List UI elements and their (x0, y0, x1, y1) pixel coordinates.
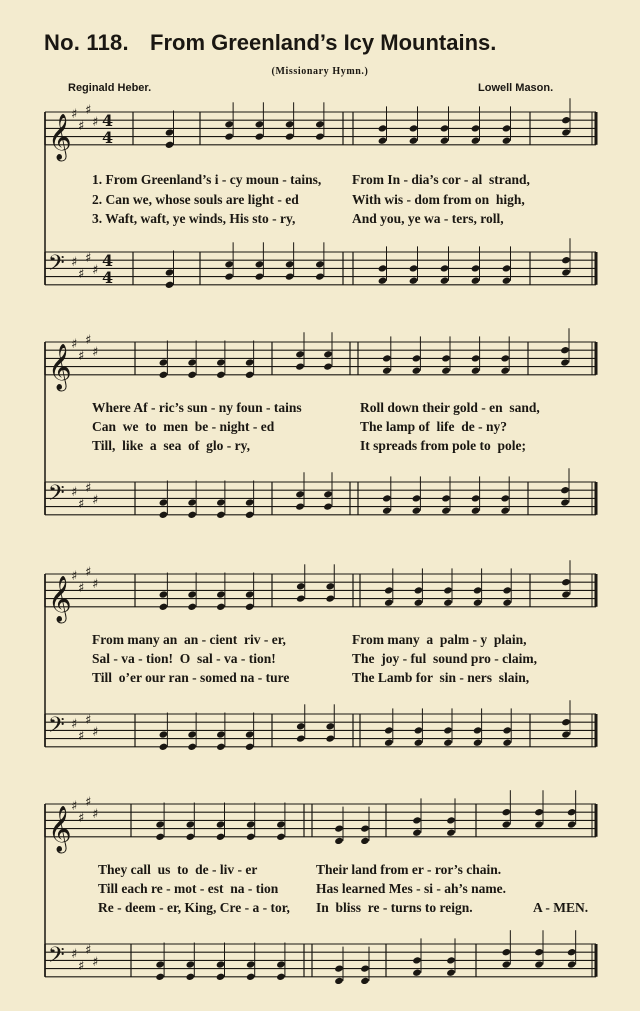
note-head (159, 371, 169, 379)
note-head (323, 350, 333, 358)
time-signature: 4 (102, 251, 114, 270)
verse-line: Till each re - mot - est na - tion Has learned Mes - si - ah’s name. (98, 881, 506, 896)
note-head (560, 358, 570, 366)
note-head (471, 354, 481, 362)
note-head (245, 371, 255, 379)
note-head (382, 354, 392, 362)
note-head (296, 582, 306, 590)
note-head (187, 498, 197, 506)
bass-clef-icon: 𝄢 (48, 481, 65, 511)
note-head (412, 956, 422, 964)
note-head (155, 820, 165, 828)
note-head (360, 977, 370, 985)
sharp-icon: ♯ (71, 337, 78, 352)
note-head (382, 367, 392, 375)
hymn-number: No. 118. (44, 30, 129, 55)
note-head (159, 498, 169, 506)
note-head (159, 590, 169, 598)
note-head (502, 726, 512, 734)
note-head (216, 498, 226, 506)
note-head (334, 964, 344, 972)
note-head (159, 743, 169, 751)
note-head (187, 730, 197, 738)
note-head (255, 272, 265, 280)
sharp-icon: ♯ (78, 119, 85, 134)
note-head (315, 260, 325, 268)
note-head (187, 743, 197, 751)
note-head (441, 354, 451, 362)
note-head (245, 730, 255, 738)
note-head (216, 960, 226, 968)
note-head (165, 141, 175, 149)
note-head (285, 132, 295, 140)
note-head (567, 948, 577, 956)
author-credit: Reginald Heber. (68, 82, 152, 94)
note-head (561, 116, 571, 124)
note-head (502, 739, 512, 747)
note-head (315, 120, 325, 128)
sharp-icon: ♯ (78, 729, 85, 744)
note-head (440, 277, 450, 285)
note-head (295, 490, 305, 498)
verse-line: Where Af - ric’s sun - ny foun - tains Roll down their gold - en sand, (92, 400, 540, 415)
note-head (409, 137, 419, 145)
note-head (360, 964, 370, 972)
verse-line: 3. Waft, waft, ye winds, His sto - ry, And you, ye wa - ters, roll, (92, 211, 504, 226)
note-head (216, 603, 226, 611)
note-head (255, 132, 265, 140)
note-head (325, 734, 335, 742)
sharp-icon: ♯ (71, 717, 78, 732)
note-head (155, 960, 165, 968)
note-head (443, 586, 453, 594)
sharp-icon: ♯ (71, 799, 78, 814)
note-head (560, 346, 570, 354)
note-head (412, 367, 422, 375)
note-head (502, 586, 512, 594)
note-head (534, 948, 544, 956)
note-head (224, 120, 234, 128)
note-head (502, 137, 512, 145)
note-head (471, 507, 481, 515)
time-signature: 4 (102, 268, 114, 287)
sharp-icon: ♯ (71, 569, 78, 584)
note-head (567, 960, 577, 968)
note-head (382, 507, 392, 515)
note-head (216, 730, 226, 738)
note-head (334, 837, 344, 845)
note-head (325, 594, 335, 602)
note-head (473, 599, 483, 607)
sharp-icon: ♯ (85, 251, 92, 266)
note-head (295, 350, 305, 358)
note-head (186, 973, 196, 981)
note-head (414, 599, 424, 607)
note-head (384, 586, 394, 594)
note-head (384, 726, 394, 734)
note-head (560, 486, 570, 494)
note-head (414, 739, 424, 747)
note-head (412, 829, 422, 837)
sharp-icon: ♯ (92, 493, 99, 508)
sharp-icon: ♯ (71, 107, 78, 122)
note-head (446, 969, 456, 977)
note-head (255, 120, 265, 128)
treble-clef-icon: 𝄞 (48, 805, 72, 852)
note-head (315, 132, 325, 140)
note-head (446, 956, 456, 964)
note-head (360, 824, 370, 832)
note-head (325, 582, 335, 590)
hymn-title: From Greenland’s Icy Mountains. (150, 30, 497, 55)
sharp-icon: ♯ (78, 267, 85, 282)
sharp-icon: ♯ (78, 497, 85, 512)
note-head (560, 498, 570, 506)
note-head (443, 726, 453, 734)
note-head (414, 726, 424, 734)
note-head (409, 124, 419, 132)
sharp-icon: ♯ (71, 255, 78, 270)
sharp-icon: ♯ (78, 959, 85, 974)
note-head (295, 502, 305, 510)
note-head (473, 726, 483, 734)
note-head (216, 743, 226, 751)
note-head (276, 820, 286, 828)
note-head (412, 354, 422, 362)
time-signature: 4 (102, 128, 114, 147)
sharp-icon: ♯ (92, 955, 99, 970)
sharp-icon: ♯ (92, 725, 99, 740)
note-head (325, 722, 335, 730)
note-head (471, 367, 481, 375)
note-head (296, 734, 306, 742)
note-head (245, 358, 255, 366)
note-head (471, 124, 481, 132)
note-head (245, 511, 255, 519)
note-head (561, 718, 571, 726)
composer-credit: Lowell Mason. (478, 82, 554, 94)
sharp-icon: ♯ (85, 103, 92, 118)
sharp-icon: ♯ (71, 485, 78, 500)
sharp-icon: ♯ (85, 795, 92, 810)
verse-line: Can we to men be - night - ed The lamp of life de - ny? (92, 419, 507, 434)
note-head (440, 137, 450, 145)
note-head (245, 603, 255, 611)
sharp-icon: ♯ (85, 713, 92, 728)
note-head (440, 124, 450, 132)
note-head (246, 960, 256, 968)
note-head (561, 128, 571, 136)
note-head (409, 264, 419, 272)
sharp-icon: ♯ (85, 943, 92, 958)
note-head (409, 277, 419, 285)
note-head (502, 277, 512, 285)
note-head (441, 367, 451, 375)
note-head (187, 511, 197, 519)
note-head (224, 272, 234, 280)
note-head (276, 960, 286, 968)
note-head (561, 256, 571, 264)
note-head (502, 264, 512, 272)
note-head (216, 833, 226, 841)
bass-clef-icon: 𝄢 (48, 943, 65, 973)
note-head (378, 264, 388, 272)
note-head (534, 960, 544, 968)
note-head (245, 743, 255, 751)
sharp-icon: ♯ (92, 263, 99, 278)
note-head (216, 590, 226, 598)
note-head (471, 137, 481, 145)
sharp-icon: ♯ (92, 115, 99, 130)
note-head (186, 960, 196, 968)
note-head (378, 124, 388, 132)
sharp-icon: ♯ (85, 333, 92, 348)
note-head (446, 829, 456, 837)
note-head (165, 268, 175, 276)
note-head (384, 739, 394, 747)
treble-clef-icon: 𝄞 (48, 113, 72, 160)
verse-line: Sal - va - tion! O sal - va - tion! The joy - ful sound pro - claim, (92, 651, 538, 666)
note-head (412, 507, 422, 515)
note-head (216, 371, 226, 379)
note-head (246, 833, 256, 841)
sharp-icon: ♯ (92, 807, 99, 822)
note-head (473, 586, 483, 594)
note-head (285, 272, 295, 280)
note-head (500, 494, 510, 502)
note-head (502, 124, 512, 132)
note-head (446, 816, 456, 824)
note-head (165, 128, 175, 136)
sharp-icon: ♯ (78, 811, 85, 826)
note-head (360, 837, 370, 845)
note-head (534, 808, 544, 816)
note-head (224, 260, 234, 268)
note-head (187, 603, 197, 611)
note-head (378, 277, 388, 285)
note-head (500, 354, 510, 362)
note-head (159, 358, 169, 366)
note-head (471, 264, 481, 272)
verse-line: They call us to de - liv - er Their land from er - ror’s chain. (98, 862, 502, 877)
note-head (155, 973, 165, 981)
note-head (323, 490, 333, 498)
note-head (216, 358, 226, 366)
note-head (186, 820, 196, 828)
note-head (159, 511, 169, 519)
note-head (414, 586, 424, 594)
sharp-icon: ♯ (92, 577, 99, 592)
note-head (384, 599, 394, 607)
note-head (285, 120, 295, 128)
note-head (471, 494, 481, 502)
note-head (155, 833, 165, 841)
note-head (186, 833, 196, 841)
verse-line: Till o’er our ran - somed na - ture The Lamb for sin - ners slain, (92, 670, 530, 685)
note-head (285, 260, 295, 268)
note-head (216, 820, 226, 828)
note-head (412, 816, 422, 824)
note-head (323, 362, 333, 370)
note-head (561, 268, 571, 276)
note-head (245, 498, 255, 506)
verse-line: From many an an - cient riv - er, From many a palm - y plain, (92, 632, 527, 647)
sharp-icon: ♯ (78, 349, 85, 364)
note-head (561, 730, 571, 738)
note-head (246, 820, 256, 828)
note-head (165, 281, 175, 289)
note-head (561, 590, 571, 598)
note-head (440, 264, 450, 272)
sharp-icon: ♯ (71, 947, 78, 962)
sharp-icon: ♯ (85, 481, 92, 496)
note-head (334, 824, 344, 832)
verse-line: 1. From Greenland’s i - cy moun - tains, From In - dia’s cor - al strand, (92, 172, 530, 187)
note-head (471, 277, 481, 285)
note-head (334, 977, 344, 985)
note-head (276, 973, 286, 981)
note-head (441, 507, 451, 515)
verse-line: 2. Can we, whose souls are light - ed With wis - dom from on high, (92, 192, 525, 207)
note-head (561, 578, 571, 586)
note-head (296, 594, 306, 602)
note-head (500, 507, 510, 515)
bass-clef-icon: 𝄢 (48, 251, 65, 281)
verse-line: Till, like a sea of glo - ry, It spreads from pole to pole; (92, 438, 526, 453)
note-head (323, 502, 333, 510)
note-head (187, 358, 197, 366)
treble-clef-icon: 𝄞 (48, 343, 72, 390)
sharp-icon: ♯ (85, 565, 92, 580)
note-head (276, 833, 286, 841)
note-head (502, 808, 512, 816)
hymn-subtitle: (Missionary Hymn.) (271, 66, 369, 77)
bass-clef-icon: 𝄢 (48, 713, 65, 743)
note-head (441, 494, 451, 502)
note-head (473, 739, 483, 747)
note-head (216, 511, 226, 519)
note-head (502, 820, 512, 828)
note-head (412, 969, 422, 977)
note-head (187, 590, 197, 598)
note-head (159, 603, 169, 611)
note-head (295, 362, 305, 370)
note-head (443, 739, 453, 747)
note-head (296, 722, 306, 730)
note-head (216, 973, 226, 981)
note-head (224, 132, 234, 140)
note-head (159, 730, 169, 738)
note-head (567, 820, 577, 828)
time-signature: 4 (102, 111, 114, 130)
note-head (502, 960, 512, 968)
note-head (412, 494, 422, 502)
note-head (443, 599, 453, 607)
verse-line: Re - deem - er, King, Cre - a - tor, In bliss re - turns to reign. A - MEN. (98, 900, 589, 915)
note-head (502, 948, 512, 956)
note-head (500, 367, 510, 375)
note-head (246, 973, 256, 981)
note-head (255, 260, 265, 268)
note-head (567, 808, 577, 816)
sharp-icon: ♯ (78, 581, 85, 596)
note-head (378, 137, 388, 145)
note-head (315, 272, 325, 280)
note-head (187, 371, 197, 379)
note-head (245, 590, 255, 598)
sharp-icon: ♯ (92, 345, 99, 360)
treble-clef-icon: 𝄞 (48, 575, 72, 622)
note-head (502, 599, 512, 607)
note-head (534, 820, 544, 828)
note-head (382, 494, 392, 502)
